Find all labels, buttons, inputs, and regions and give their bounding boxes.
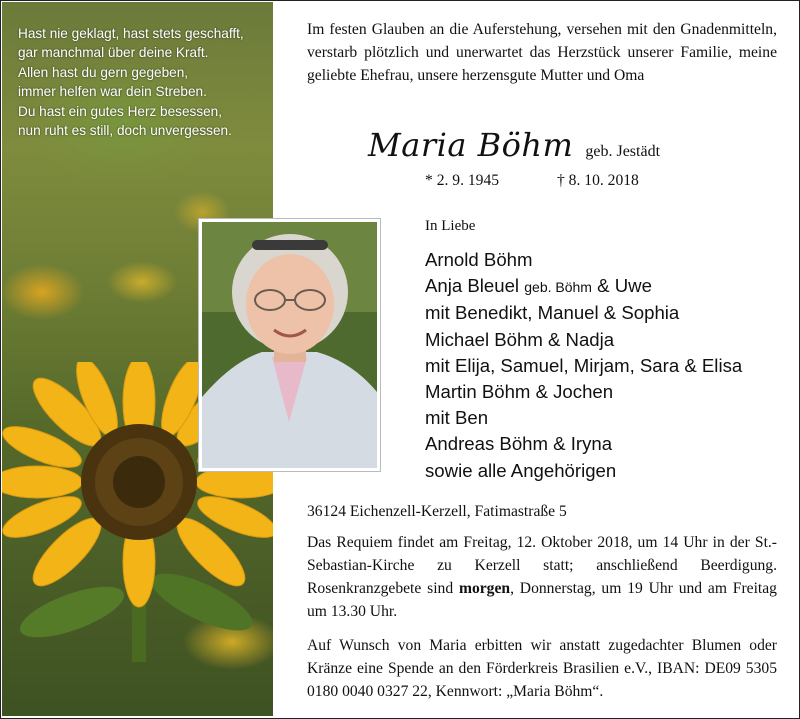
death-date: † 8. 10. 2018 <box>556 172 639 189</box>
life-dates <box>425 172 639 190</box>
family-line: Martin Böhm & Jochen <box>425 381 614 403</box>
poem-line: gar manchmal über deine Kraft. <box>18 45 209 61</box>
portrait-illustration <box>202 222 377 468</box>
family-list <box>425 247 742 484</box>
family-line: Andreas Böhm & Iryna <box>425 433 613 455</box>
family-line: Arnold Böhm <box>425 249 533 270</box>
family-line: mit Ben <box>425 407 489 429</box>
address: 36124 Eichenzell-Kerzell, Fatimastraße 5 <box>307 503 567 520</box>
portrait-photo <box>198 218 381 472</box>
family-line: mit Benedikt, Manuel & Sophia <box>425 302 680 324</box>
poem-line: Allen hast du gern gegeben, <box>18 64 189 80</box>
family-line: Michael Böhm & Nadja <box>425 328 615 350</box>
poem-line: nun ruht es still, doch unvergessen. <box>18 123 232 139</box>
poem <box>18 24 273 140</box>
requiem-text <box>307 531 777 623</box>
birth-date: * 2. 9. 1945 <box>425 172 500 189</box>
family-partner: & Uwe <box>597 275 652 297</box>
family-maiden: geb. Böhm <box>524 279 592 296</box>
intro-text: Im festen Glauben an die Auferstehung, versehen mit den Gnadenmitteln, verstarb plötzlich und unerwartet das Herzstück unserer Familie, meine geliebte Ehefrau, unsere herzensgute Mutter und Oma <box>307 21 777 84</box>
poem-line: immer helfen war dein Streben. <box>18 84 207 100</box>
requiem-part: , Donnerstag, um 19 Uhr und am Freitag um 13.30 Uhr. <box>307 580 777 620</box>
poem-line: Du hast ein gutes Herz besessen, <box>18 103 223 119</box>
in-liebe-label: In Liebe <box>425 218 476 234</box>
deceased-name: Maria Böhm <box>368 126 574 164</box>
family-line: sowie alle Angehörigen <box>425 459 617 481</box>
deceased-name-line <box>368 126 660 164</box>
family-name: Anja Bleuel <box>425 275 520 297</box>
requiem-part: Das Requiem findet am Freitag, 12. Oktober 2018, um 14 Uhr in der St.-Sebastian-Kirche zu Kerzell statt; anschließend Beerdigung. Rosenkranzgebete sind <box>307 534 777 597</box>
requiem-bold: morgen <box>458 580 511 597</box>
maiden-name: geb. Jestädt <box>585 143 661 160</box>
poem-line: Hast nie geklagt, hast stets geschafft, <box>18 26 244 41</box>
family-line <box>425 273 742 300</box>
family-line: mit Elija, Samuel, Mirjam, Sara & Elisa <box>425 354 743 376</box>
donation-text: Auf Wunsch von Maria erbitten wir anstatt zugedachter Blumen oder Kränze eine Spende an den Förderkreis Brasilien e.V., IBAN: DE09 5305 0180 0040 0327 22, Kennwort: „Maria Böhm“. <box>307 637 777 700</box>
